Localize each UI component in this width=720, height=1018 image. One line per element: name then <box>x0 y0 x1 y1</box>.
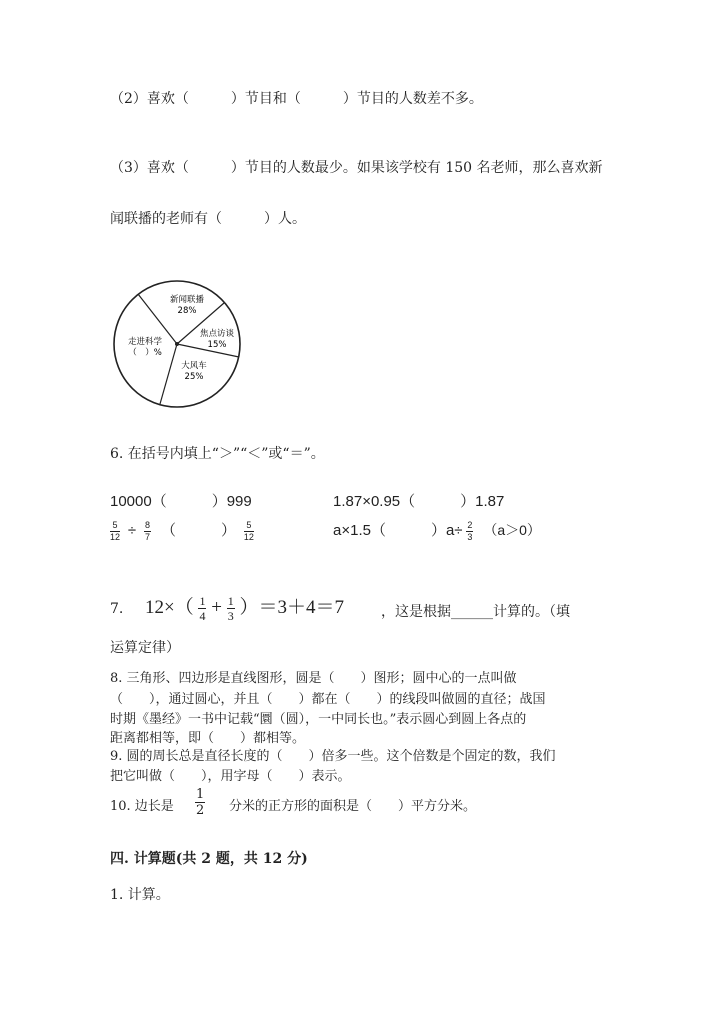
question-7-tail: ，这是根据______计算的。（填 <box>381 604 570 620</box>
q6-d-condition: （a＞0） <box>483 522 541 538</box>
q10-frac-den: 2 <box>196 803 205 818</box>
q6-d-text: a×1.5（ ）a÷ <box>333 522 463 539</box>
question-8-line1: 8. 三角形、四边形是直线图形，圆是（ ）图形；圆中心的一点叫做 <box>110 671 517 686</box>
q7-plus: + <box>211 597 222 618</box>
frac-5-12b-den: 12 <box>243 531 254 542</box>
q7-expr-pre: 12×（ <box>145 597 194 618</box>
q6-item-b: 1.87×0.95（ ）1.87 <box>333 493 505 510</box>
question-3-line2: 闻联播的老师有（ ）人。 <box>110 211 306 227</box>
pie-pct-sci: （ ）% <box>128 348 162 358</box>
q6-c-blank: （ ） <box>160 522 236 539</box>
q6-item-d <box>333 519 541 542</box>
question-8-line2: （ ），通过圆心，并且（ ）都在（ ）的线段叫做圆的直径；战国 <box>110 692 546 707</box>
question-7-expression <box>145 592 344 622</box>
question-8-line3: 时期《墨经》一书中记载“圜（圆），一中同长也。”表示圆心到圆上各点的 <box>110 712 527 727</box>
calc-1-title: 1. 计算。 <box>110 887 170 903</box>
pie-pct-news: 28% <box>177 306 197 316</box>
pie-chart <box>108 275 248 415</box>
question-7-line2: 运算定律） <box>110 640 180 656</box>
q7-frac-1-4-den: 4 <box>199 609 206 624</box>
q6-item-a: 10000（ ）999 <box>110 493 252 510</box>
q6-item-c <box>110 519 254 542</box>
question-10-pre: 10. 边长是 <box>110 799 174 814</box>
pie-pct-wind: 25% <box>184 372 204 382</box>
question-3-line1: （3）喜欢（ ）节目的人数最少。如果该学校有 150 名老师，那么喜欢新 <box>110 160 603 176</box>
frac-2-3-den: 3 <box>467 531 473 542</box>
divide-sign: ÷ <box>127 522 137 539</box>
frac-5-12b-num: 5 <box>244 521 254 532</box>
question-6-title: 6. 在括号内填上“＞”“＜”或“＝”。 <box>110 446 325 462</box>
frac-8-7-den: 7 <box>145 531 151 542</box>
pie-label-wind: 大风车 <box>181 361 207 371</box>
pie-pct-focus: 15% <box>207 340 227 350</box>
q7-expr-post: ）＝3＋4＝7 <box>239 597 344 618</box>
question-8-line4: 距离都相等，即（ ）都相等。 <box>110 731 306 746</box>
question-7-number: 7. <box>110 601 124 617</box>
frac-5-12-den: 12 <box>110 531 121 542</box>
q7-frac-1-3-den: 3 <box>227 609 234 624</box>
question-2-text: （2）喜欢（ ）节目和（ ）节目的人数差不多。 <box>110 91 483 107</box>
pie-label-focus: 焦点访谈 <box>199 329 235 339</box>
q10-frac-num: 1 <box>196 787 205 802</box>
q7-frac-1-4-num: 1 <box>199 594 206 609</box>
question-10-post: 分米的正方形的面积是（ ）平方分米。 <box>229 799 477 814</box>
q7-frac-1-3-num: 1 <box>227 594 234 609</box>
question-9-line1: 9. 圆的周长总是直径长度的（ ）倍多一些。这个倍数是个固定的数，我们 <box>110 749 556 764</box>
frac-2-3-num: 2 <box>467 519 473 530</box>
pie-center <box>175 342 179 346</box>
question-9-line2: 把它叫做（ ），用字母（ ）表示。 <box>110 769 351 784</box>
pie-label-news: 新闻联播 <box>169 295 205 305</box>
section-4-title: 四. 计算题(共 2 题，共 12 分) <box>110 851 308 867</box>
question-10-fraction <box>195 788 205 817</box>
frac-8-7-num: 8 <box>145 519 151 530</box>
pie-label-sci: 走进科学 <box>127 337 163 347</box>
frac-5-12-num: 5 <box>110 521 120 532</box>
